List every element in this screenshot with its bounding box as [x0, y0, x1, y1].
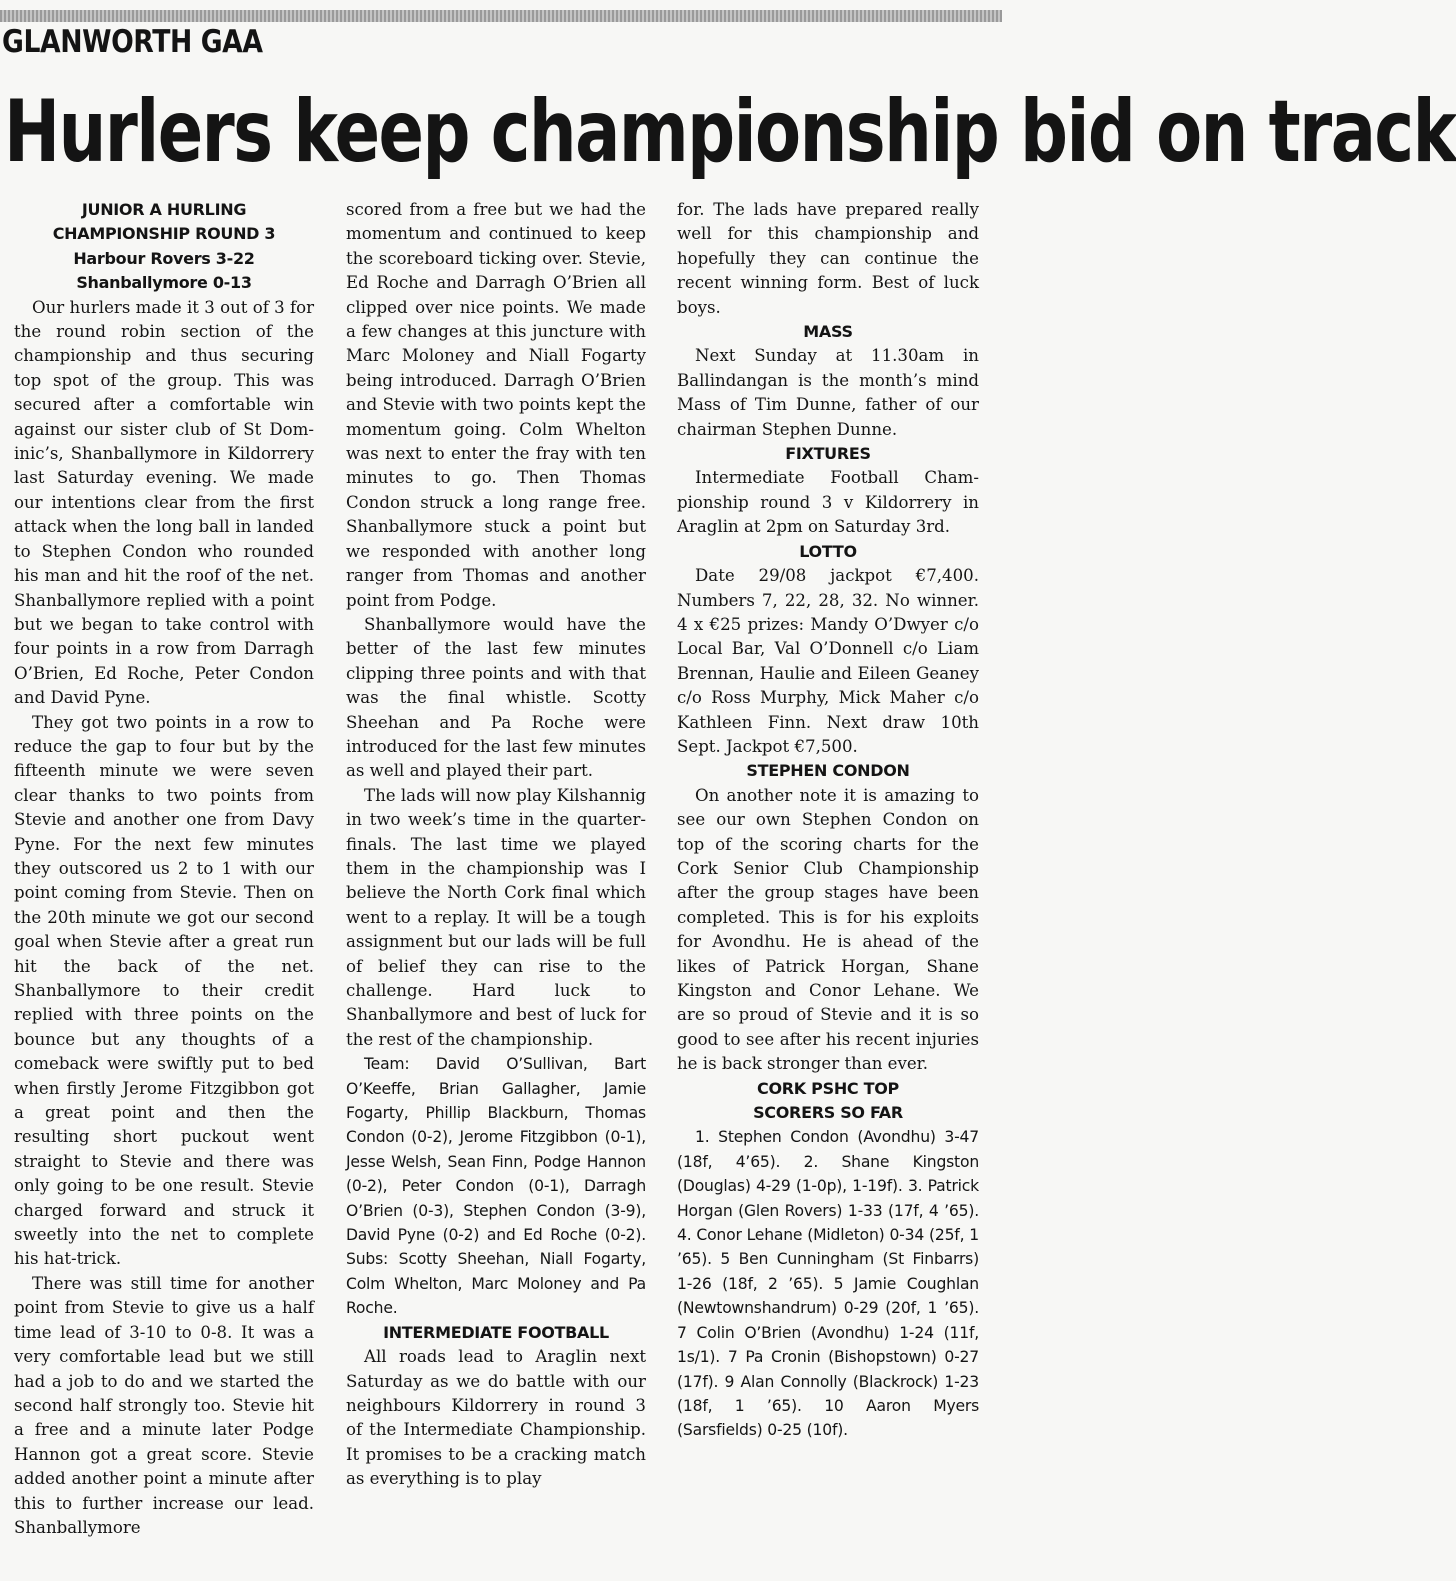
paragraph: All roads lead to Araglin next Saturday as we do battle with our neighbours Kildorrery in round 3 of the Intermediate Championship. It promises to be a cracking match as everything is to play — [346, 1347, 646, 1489]
column-2 — [346, 198, 646, 1568]
score-harbour-rovers: Harbour Rovers 3-22 — [73, 248, 255, 268]
subhead-stephen-condon: STEPHEN CONDON — [746, 761, 910, 781]
headline: Hurlers keep championship bid on track — [4, 82, 1456, 182]
paragraph: Intermediate Football Championship round 3 v Kildorrery in Araglin at 2pm on Saturday 3rd. — [677, 468, 979, 537]
subhead-intermediate-football: INTERMEDIATE FOOTBALL — [383, 1322, 609, 1342]
paragraph: Date 29/08 jackpot €7,400. Numbers 7, 22, 28, 32. No winner. 4 x €25 prizes: Mandy O’Dwyer c/o Local Bar, Val O’Donnell c/o Liam Brennan, Haulie and Eileen Geaney c/o Ross Murphy, Mick Maher c/o Kathleen Finn. Next draw 10th Sept. Jackpot €7,500. — [677, 566, 979, 756]
paragraph: The lads will now play Kilshannig in two week’s time in the quarter-finals. The last time we played them in the championship was I believe the North Cork final which went to a replay. It will be a tough assignment but our lads will be full of belief they can rise to the challenge. Hard luck to Shanballymore and best of luck for the rest of the championship. — [346, 785, 646, 1049]
paragraph: Shanballymore would have the better of the last few minutes clipping three points and with that was the final whistle. Scotty Sheehan and Pa Roche were introduced for the last few minutes as well and played their part. — [346, 614, 646, 781]
subhead-fixtures: FIXTURES — [785, 444, 871, 464]
paragraph: Next Sunday at 11.30am in Ballindangan is the month’s mind Mass of Tim Dunne, father of our chairman Stephen Dunne. — [677, 346, 979, 439]
subhead-top-scorers-2: SCORERS SO FAR — [753, 1103, 903, 1123]
paragraph: They got two points in a row to reduce the gap to four but by the fifteenth minute we were seven clear thanks to two points from Stevie and another one from Davy Pyne. For the next few minutes they outscored us 2 to 1 with our point coming from Stevie. Then on the 20th minute we got our second goal when Stevie after a great run hit the back of the net. Shanballymore to their credit replied with three points on the bounce but any thoughts of a comeback were swiftly put to bed when firstly Jerome Fitzgibbon got a great point and then the resulting short puckout went straight to Stevie and there was only going to be one result. Stevie charged forward and struck it sweetly into the net to complete his hat-trick. — [14, 712, 314, 1269]
paragraph: scored from a free but we had the momentum and continued to keep the scoreboard ticking over. Stevie, Ed Roche and Darragh O’Brien all clipped over nice points. We made a few changes at this juncture with Marc Moloney and Niall Fogarty being introduced. Darragh O’Brien and Stevie with two points kept the momentum going. Colm Whelton was next to enter the fray with ten minutes to go. Then Thomas Condon struck a long range free. Shanballymore stuck a point but we responded with another long ranger from Thomas and another point from Podge. — [346, 200, 646, 610]
subhead-lotto: LOTTO — [799, 541, 857, 561]
paragraph: for. The lads have prepared really well for this championship and hopefully they can continue the recent winning form. Best of luck boys. — [677, 200, 979, 317]
top-rule — [0, 10, 1002, 22]
paragraph: On another note it is amazing to see our own Stephen Condon on top of the scoring charts for the Cork Senior Club Championship after the group stages have been completed. This is for his exploits for Avondhu. He is ahead of the likes of Patrick Horgan, Shane Kingston and Conor Lehane. We are so proud of Stevie and it is so good to see after his recent injuries he is back stronger than ever. — [677, 785, 979, 1074]
paragraph: There was still time for another point from Stevie to give us a half time lead of 3-10 to 0-8. It was a very comfortable lead but we still had a job to do and we started the second half strongly too. Stevie hit a free and a minute later Podge Hannon got a great score. Stevie added another point a minute after this to further increase our lead. Shanballymore — [14, 1273, 314, 1537]
subhead-top-scorers-1: CORK PSHC TOP — [757, 1078, 899, 1098]
column-1 — [14, 198, 314, 1568]
subhead-mass: MASS — [803, 322, 853, 342]
team-list: Team: David O’Sullivan, Bart O’Keeffe, Brian Gallagher, Jamie Fogarty, Phillip Blackburn, Thomas Condon (0-2), Jerome Fitzgibbon (0-1), Jesse Welsh, Sean Finn, Podge Hannon (0-2), Peter Condon (0-1), Darragh O’Brien (0-3), Stephen Condon (3-9), David Pyne (0-2) and Ed Roche (0-2). Subs: Scotty Sheehan, Niall Fogarty, Colm Whelton, Marc Moloney and Pa Roche. — [346, 1055, 646, 1318]
top-scorers-list: 1. Stephen Condon (Avondhu) 3-47 (18f, 4’65). 2. Shane Kingston (Douglas) 4-29 (1-0p), 1-19f). 3. Patrick Horgan (Glen Rovers) 1-33 (17f, 4 ’65). 4. Conor Lehane (Midleton) 0-34 (25f, 1 ’65). 5 Ben Cunningham (St Finbarrs) 1-26 (18f, 2 ’65). 5 Jamie Coughlan (Newtownshandrum) 0-29 (20f, 1 ’65). 7 Colin O’Brien (Avondhu) 1-24 (11f, 1s/1). 7 Pa Cronin (Bishopstown) 0-27 (17f). 9 Alan Connolly (Blackrock) 1-23 (18f, 1 ’65). 10 Aaron Myers (Sarsfields) 0-25 (10f). — [677, 1128, 979, 1440]
section-title: GLANWORTH GAA — [2, 24, 263, 60]
paragraph: Our hurlers made it 3 out of 3 for the round robin section of the championship and thus securing top spot of the group. This was secured after a comfortable win against our sister club of St Dominic’s, Shanballymore in Kildorrery last Saturday evening. We made our intentions clear from the first attack when the long ball in landed to Stephen Condon who rounded his man and hit the roof of the net. Shanballymore replied with a point but we began to take control with four points in a row from Darragh O’Brien, Ed Roche, Peter Condon and David Pyne. — [14, 297, 315, 708]
subhead-junior-a: JUNIOR A HURLING — [81, 200, 247, 219]
subhead-round: CHAMPIONSHIP ROUND 3 — [52, 224, 276, 244]
score-shanballymore: Shanballymore 0-13 — [76, 273, 252, 293]
column-3 — [677, 198, 979, 1568]
